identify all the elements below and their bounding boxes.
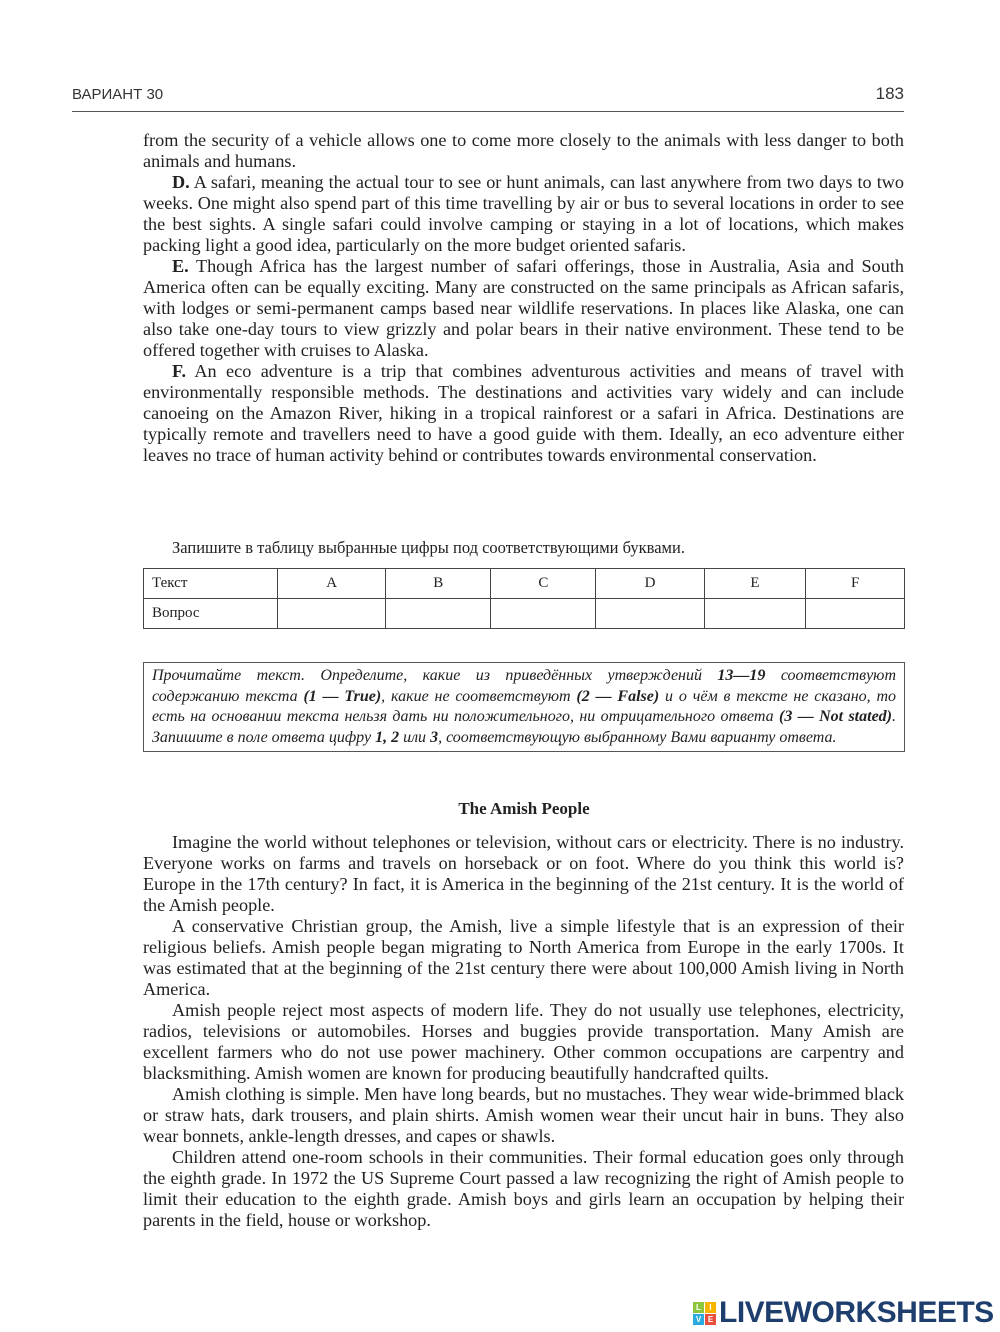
task-bold: 3 [430,728,439,746]
letter-cell: A [278,569,386,599]
answer-cell-f[interactable] [806,599,905,629]
answer-cell-c[interactable] [491,599,596,629]
logo-block: L [693,1302,704,1313]
task-text: и о чём в тексте не сказано, то есть на основании текста нельзя дать ни положительного, ни отрицательного ответа [152,687,897,725]
logo-text: LIVEWORKSHEETS [719,1296,994,1329]
table-row-text [144,569,905,599]
paragraph-d-text: A safari, meaning the actual tour to see or hunt animals, can last anywhere from two days to two weeks. One might also spend part of this time travelling by air or bus to several locations in order to see the best sights. A single safari could involve camping or staying in a lot of locations, which makes packing light a good idea, particularly on the more budget oriented safaris. [143,172,904,255]
paragraph-e [143,256,904,361]
task-bold: 1, 2 [375,728,400,746]
liveworksheets-logo [693,1296,994,1330]
task-text: . Запишите в поле ответа цифру [152,708,896,746]
answer-cell-b[interactable] [386,599,491,629]
article-paragraph: A conservative Christian group, the Amish, live a simple lifestyle that is an expression of their religious beliefs. Amish people began migrating to North America from Europe in the early 1700s. It was estimated that at the beginning of the 21st century there were about 100,000 Amish living in North America. [143,916,904,999]
page-number: 183 [875,84,904,103]
label-d: D. [172,172,190,192]
label-f: F. [172,361,186,381]
paragraph-d [143,172,904,256]
live-blocks-icon [693,1302,716,1325]
letter-cell: C [491,569,596,599]
answer-cell-a[interactable] [278,599,386,629]
amish-article [143,832,904,1231]
article-title: The Amish People [458,799,590,818]
header-divider [72,111,904,112]
task-bold: 13—19 [717,667,766,684]
row-label: Вопрос [144,599,278,629]
variant-header: ВАРИАНТ 30 [72,86,164,103]
letter-cell: F [806,569,905,599]
task-text: или [399,728,431,746]
task-bold: (1 — True) [303,687,382,705]
logo-block: I [705,1302,716,1313]
letter-cell: D [596,569,704,599]
answer-cell-e[interactable] [704,599,806,629]
logo-block: E [705,1314,716,1325]
task-text: Прочитайте текст. Определите, какие из приведённых утверждений [152,667,718,684]
paragraph-f-text: An eco adventure is a trip that combines adventurous activities and means of travel with environmentally responsible methods. The destinations and activities vary widely and can include canoeing on the Amazon River, hiking in a tropical rainforest or a safari in Africa. Destinations are typically remote and travellers need to have a good guide with them. Ideally, an eco adventure either leaves no trace of human activity behind or contributes towards environmental conservation. [143,361,904,465]
paragraph-continued: from the security of a vehicle allows one to come more closely to the animals with less danger to both animals and humans. [143,130,904,171]
safari-passage [143,130,904,466]
table-row-question [144,599,905,629]
paragraph-e-text: Though Africa has the largest number of safari offerings, those in Australia, Asia and South America often can be equally exciting. Many are constructed on the same principals as African safaris, with lodges or semi-permanent camps based near wildlife reservations. In places like Alaska, one can also take one-day tours to view grizzly and polar bears in their native environment. These tend to be offered together with cruises to Alaska. [143,256,904,360]
logo-block: V [693,1314,704,1325]
label-e: E. [172,256,189,276]
letter-cell: B [386,569,491,599]
article-paragraph: Amish clothing is simple. Men have long beards, but no mustaches. They wear wide-brimmed black or straw hats, dark trousers, and plain shirts. Amish women wear their uncut hair in buns. They also wear bonnets, ankle-length dresses, and capes or shawls. [143,1084,904,1146]
task-text: , какие не соответствуют [381,687,577,705]
article-paragraph: Imagine the world without telephones or television, without cars or electricity. There is no industry. Everyone works on farms and travels on horseback or on foot. Where do you think this world is? Europe in the 17th century? In fact, it is America in the beginning of the 21st century. It is the world of the Amish people. [143,832,904,915]
table-instruction: Запишите в таблицу выбранные цифры под соответствующими буквами. [172,538,685,557]
letter-cell: E [704,569,806,599]
answer-table [143,568,905,629]
task-text: соответствуют содержанию текста [152,667,897,705]
task-instructions-box [143,662,905,752]
task-text: , соответствующую выбранному Вами варианту ответа. [438,728,837,746]
answer-cell-d[interactable] [596,599,704,629]
task-bold: (2 — False) [576,687,660,705]
article-paragraph: Children attend one-room schools in their communities. Their formal education goes only through the eighth grade. In 1972 the US Supreme Court passed a law recognizing the right of Amish people to limit their education to the eighth grade. Amish boys and girls learn an occupation by helping their parents in the field, house or workshop. [143,1147,904,1230]
row-label: Текст [144,569,278,599]
task-bold: (3 — Not stated) [779,708,892,725]
article-paragraph: Amish people reject most aspects of modern life. They do not usually use telephones, electricity, radios, televisions or automobiles. Horses and buggies provide transportation. Many Amish are excellent farmers who do not use power machinery. Other common occupations are carpentry and blacksmithing. Amish women are known for producing beautifully handcrafted quilts. [143,1000,904,1083]
paragraph-f [143,361,904,466]
